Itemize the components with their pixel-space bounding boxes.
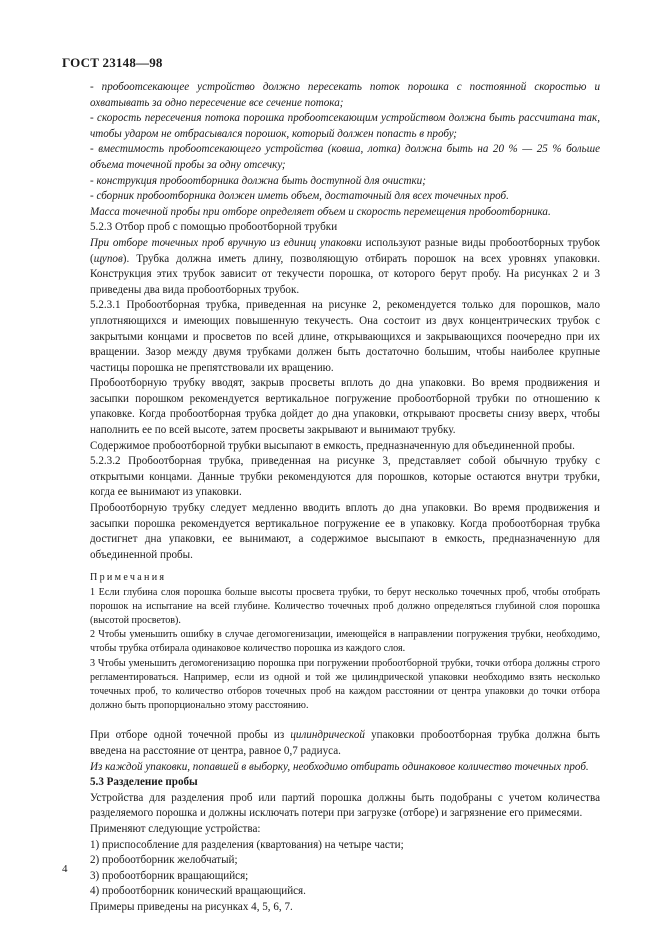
- section-5-3-paragraph: Устройства для разделения проб или партий порошка должны быть подобраны с учетом количества разделяемого порошка и должны исключать потери при загрузке (отборе) и загрязнение его примесями.: [90, 791, 600, 820]
- device-list-item: 4) пробоотборник конический вращающийся.: [90, 885, 306, 898]
- inline-italic: щупов: [93, 252, 123, 265]
- cylindrical-paragraph: [90, 728, 600, 759]
- inline-text: упаковки пробоотборная трубка должна быть введена на расстояние от центра, равное 0,7 радиуса.: [90, 729, 600, 758]
- section-5-2-3-1-paragraph: Пробоотборную трубку вводят, закрыв просветы вплоть до дна упаковки. Во время продвижения и засыпки порошком рекомендуется вертикальное погружение пробоотборной трубки по отношению к упаковке. Когда пробоотборная трубка дойдет до дна упаковки, открывают просветы снизу вверх, чтобы наполнить ее по всей высоте, затем просветы закрывают и вынимают трубку.: [90, 377, 600, 437]
- examples-paragraph: Примеры приведены на рисунках 4, 5, 6, 7.: [90, 900, 293, 913]
- section-5-2-3-paragraph: [90, 236, 600, 298]
- document-header: ГОСТ 23148—98: [62, 55, 163, 70]
- requirement-item: - конструкция пробоотборника должна быть доступной для очистки;: [90, 174, 426, 187]
- section-5-3-heading: 5.3 Разделение пробы: [90, 776, 198, 789]
- page-number: 4: [62, 863, 68, 875]
- inline-text: используют разные виды пробоотборных трубок (: [90, 236, 600, 265]
- inline-italic: При отборе точечных проб вручную из единиц упаковки: [90, 236, 362, 249]
- section-5-3-paragraph: Применяют следующие устройства:: [90, 823, 261, 835]
- mass-sentence: Масса точечной пробы при отборе определяет объем и скорость перемещения пробоотборника.: [90, 205, 551, 218]
- notes-title: Примечания: [90, 572, 167, 584]
- device-list-item: 1) приспособление для разделения (квартования) на четыре части;: [90, 838, 404, 851]
- note-item: 2 Чтобы уменьшить ошибку в случае дегомогенизации, имеющейся в направлении погружения трубки, необходимо, чтобы трубка отбирала одинаковое количество порошка из каждого слоя.: [90, 629, 600, 655]
- device-list-item: 2) пробоотборник желобчатый;: [90, 854, 238, 867]
- each-package-paragraph: Из каждой упаковки, попавшей в выборку, необходимо отбирать одинаковое количество точечных проб.: [90, 760, 589, 773]
- section-5-2-3-2-paragraph: 5.2.3.2 Пробоотборная трубка, приведенная на рисунке 3, представляет собой обычную трубку с открытыми концами. Данные трубки рекомендуются для порошков, которые остаются внутри трубки, когда ее вынимают из упаковки.: [90, 455, 600, 499]
- inline-text: При отборе одной точечной пробы из: [90, 729, 291, 742]
- section-5-2-3-2-paragraph: Пробоотборную трубку следует медленно вводить вплоть до дна упаковки. Во время продвижения и засыпки порошка рекомендуется вертикальное погружение ее в упаковку. Когда пробоотборная трубка достигнет дна упаковки, ее вынимают, а содержимое высыпают в емкость, предназначенную для объединенной пробы.: [90, 502, 600, 561]
- section-5-2-3-1-paragraph: 5.2.3.1 Пробоотборная трубка, приведенная на рисунке 2, рекомендуется только для порошков, мало уплотняющихся и имеющих повышенную текучесть. Она состоит из двух концентрических трубок с закрытыми концами и просветов по всей длине, открывающихся и закрывающихся поочередно при их вращении. Зазор между двумя трубками должен быть достаточно большим, чтобы наиболее крупные частицы порошка не препятствовали их вращению.: [90, 299, 600, 374]
- notes-block: [90, 571, 600, 713]
- note-item: 1 Если глубина слоя порошка больше высоты просвета трубки, то берут несколько точечных проб, чтобы отобрать порошок на испытание на всей глубине. Количество точечных проб должно определяться глубиной слоя порошка (высотой просветов).: [90, 586, 600, 627]
- requirement-item: - вместимость пробоотсекающего устройства (ковша, лотка) должна быть на 20 % — 25 % больше объема точечной пробы за одну отсечку;: [90, 143, 600, 171]
- note-item: 3 Чтобы уменьшить дегомогенизацию порошка при погружении пробоотборной трубки, точки отбора должны строго регламентироваться. Например, если из одной и той же цилиндрической упаковки необходимо взять несколько точечных проб, то количество отборов точечных проб на каждом расстоянии от центра упаковки до точки отбора должно быть пропорционально этому расстоянию.: [90, 657, 600, 712]
- document-body: [90, 80, 600, 916]
- device-list-item: 3) пробоотборник вращающийся;: [90, 869, 249, 882]
- inline-text: ). Трубка должна иметь длину, позволяющую отбирать порошок на всех уровнях упаковки. Конструкция этих трубок зависит от текучести порошка, от которого берут пробу. На рисунках 2 и 3 приведены два вида пробоотборных трубок.: [90, 252, 600, 296]
- inline-italic: цилиндрической: [290, 729, 365, 742]
- section-5-2-3-heading: 5.2.3 Отбор проб с помощью пробоотборной трубки: [90, 221, 338, 234]
- requirement-item: - скорость пересечения потока порошка пробоотсекающим устройством должна быть рассчитана так, чтобы ударом не отбрасывался порошок, который должен попасть в пробу;: [90, 112, 600, 140]
- requirement-item: - сборник пробоотборника должен иметь объем, достаточный для всех точечных проб.: [90, 190, 509, 203]
- requirement-item: - пробоотсекающее устройство должно пересекать поток порошка с постоянной скоростью и охватывать за одно пересечение все сечение потока;: [90, 81, 600, 109]
- section-5-2-3-1-paragraph: Содержимое пробоотборной трубки высыпают в емкость, предназначенную для объединенной пробы.: [90, 439, 575, 452]
